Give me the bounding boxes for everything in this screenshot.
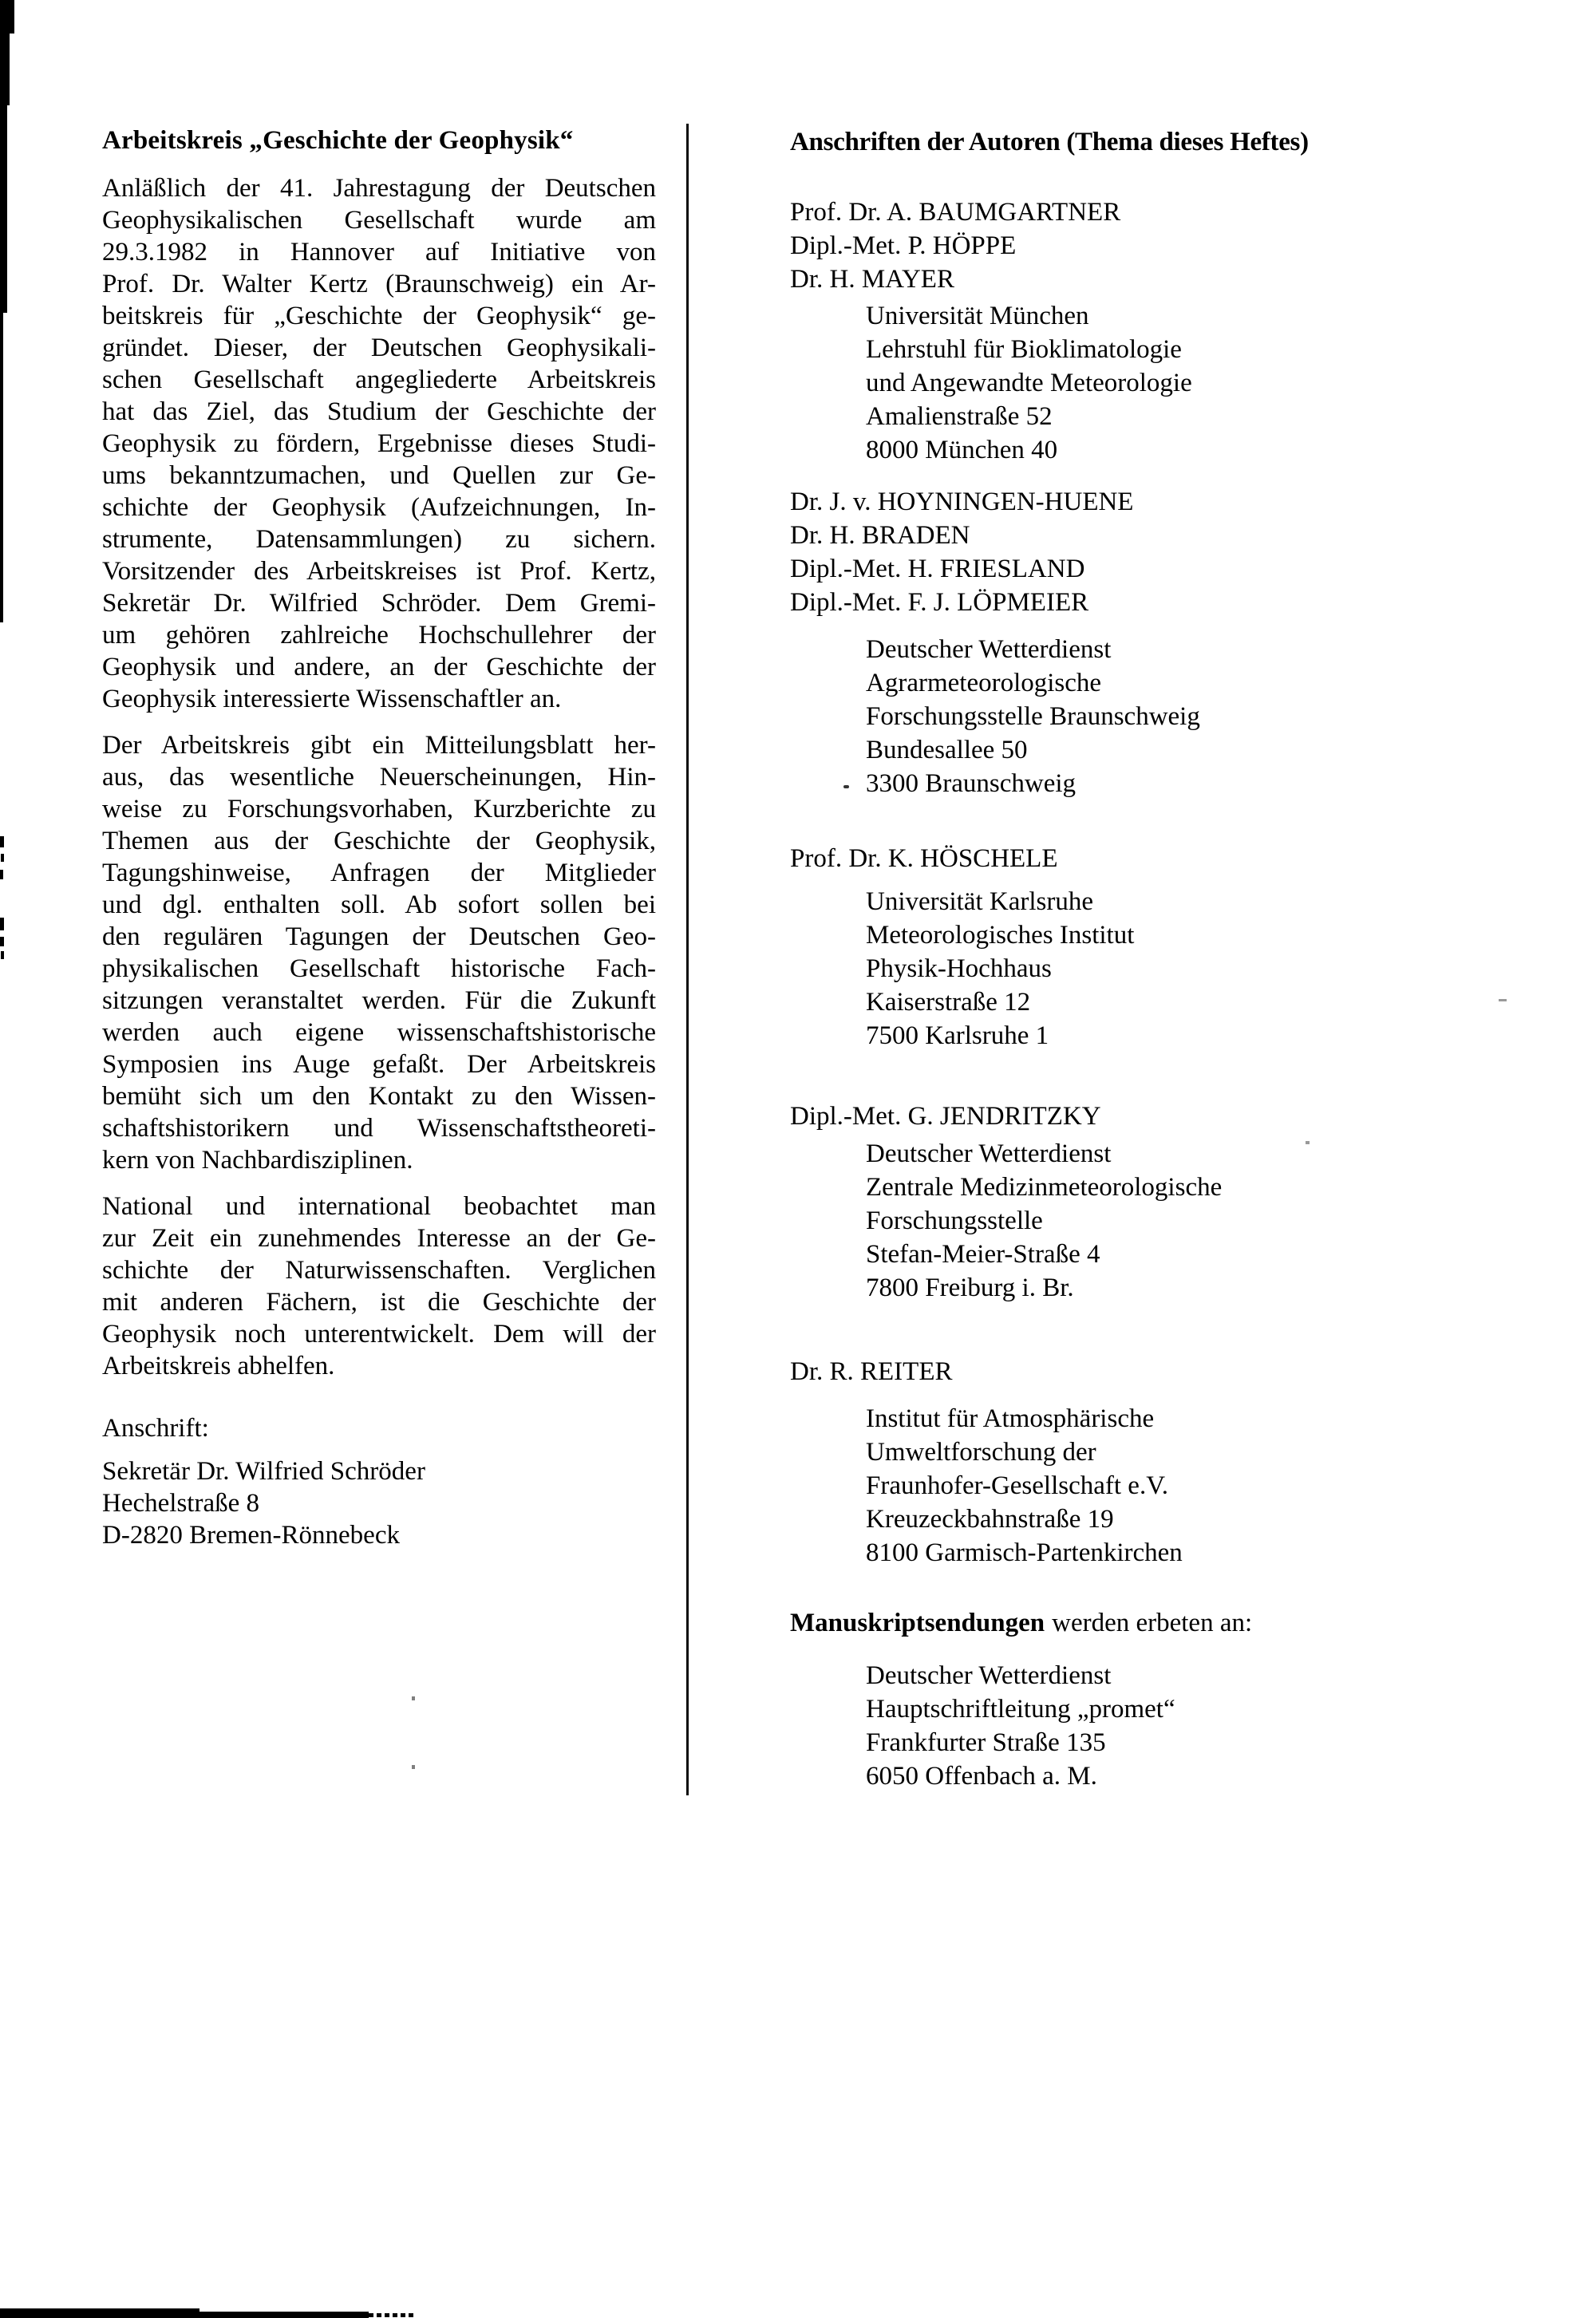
- author-address: [866, 1137, 1396, 1305]
- text-line: und Angewandte Meteorologie: [866, 369, 1192, 397]
- scan-artifact-speck: [1, 951, 4, 959]
- text-line: Kreuzeckbahnstraße 19: [866, 1505, 1114, 1534]
- text-line: Prof. Dr. Walter Kertz (Braunschweig) ein Ar-: [102, 270, 656, 298]
- text-line: National und international beobachtet man: [102, 1192, 656, 1221]
- text-line: Hauptschriftleitung „promet“: [866, 1695, 1175, 1724]
- text-line: 6050 Offenbach a. M.: [866, 1762, 1097, 1791]
- author-names: [790, 485, 1396, 619]
- text-line: Amalienstraße 52: [866, 402, 1053, 431]
- author-names: [790, 195, 1396, 296]
- text-line: 7500 Karlsruhe 1: [866, 1021, 1049, 1050]
- scan-artifact-bottom-bar: [0, 2312, 369, 2318]
- text-line: Tagungshinweise, Anfragen der Mitglieder: [102, 859, 656, 887]
- column-divider: [686, 124, 689, 1795]
- text-line: Dr. H. MAYER: [790, 265, 954, 294]
- right-column-heading: Anschriften der Autoren (Thema dieses Heftes): [790, 128, 1309, 156]
- text-line: Zentrale Medizinmeteorologische: [866, 1173, 1223, 1202]
- text-line: Physik-Hochhaus: [866, 954, 1052, 983]
- text-line: und dgl. enthalten soll. Ab sofort sollen bei: [102, 890, 656, 919]
- text-line: schaftshistorikern und Wissenschaftstheoreti-: [102, 1114, 656, 1143]
- text-line: physikalischen Gesellschaft historische Fach-: [102, 954, 656, 983]
- text-line: den regulären Tagungen der Deutschen Geo-: [102, 922, 656, 951]
- author-group-hoeschele: [790, 842, 1396, 1052]
- scan-artifact-speck: [0, 937, 4, 946]
- scan-artifact-speck: [412, 1765, 415, 1769]
- text-line: Universität Karlsruhe: [866, 887, 1093, 916]
- text-line: kern von Nachbardisziplinen.: [102, 1146, 413, 1175]
- text-line: weise zu Forschungsvorhaben, Kurzberichte zu: [102, 795, 656, 823]
- author-group-hoyningen-huene: [790, 485, 1396, 800]
- text-line: strumente, Datensammlungen) zu sichern.: [102, 525, 656, 554]
- text-line: 7800 Freiburg i. Br.: [866, 1274, 1074, 1302]
- text-line: Dipl.-Met. F. J. LÖPMEIER: [790, 588, 1089, 617]
- text-line: zur Zeit ein zunehmendes Interesse an der Ge-: [102, 1224, 656, 1253]
- text-line: 3300 Braunschweig: [866, 769, 1077, 798]
- paragraph-outlook: [102, 1191, 656, 1382]
- text-line: 8100 Garmisch-Partenkirchen: [866, 1538, 1183, 1567]
- text-line: Forschungsstelle: [866, 1206, 1043, 1235]
- text-line: Universität München: [866, 302, 1089, 330]
- text-line: Themen aus der Geschichte der Geophysik,: [102, 827, 656, 855]
- text-line: Geophysik noch unterentwickelt. Dem will der: [102, 1320, 656, 1349]
- text-line: Sekretär Dr. Wilfried Schröder. Dem Gremi-: [102, 589, 656, 618]
- left-column-heading: Arbeitskreis „Geschichte der Geophysik“: [102, 126, 574, 155]
- scan-artifact-speck: [0, 918, 4, 930]
- text-line: Hechelstraße 8: [102, 1489, 259, 1518]
- scan-artifact-speck: [412, 1696, 415, 1700]
- text-line: Agrarmeteorologische: [866, 669, 1102, 697]
- manuscript-note: [790, 1606, 1396, 1793]
- text-line: Umweltforschung der: [866, 1438, 1096, 1467]
- text-line: Geophysikalischen Gesellschaft wurde am: [102, 206, 656, 235]
- text-line: werden auch eigene wissenschaftshistorische: [102, 1018, 656, 1047]
- text-line: Deutscher Wetterdienst: [866, 635, 1112, 664]
- text-line: Frankfurter Straße 135: [866, 1728, 1106, 1757]
- manuscript-lead: [790, 1606, 1396, 1640]
- text-line: Dipl.-Met. P. HÖPPE: [790, 231, 1017, 260]
- text-line: Sekretär Dr. Wilfried Schröder: [102, 1457, 425, 1486]
- text-line: bemüht sich um den Kontakt zu den Wissen-: [102, 1082, 656, 1111]
- author-group-reiter: [790, 1355, 1396, 1570]
- author-address: [866, 1402, 1396, 1570]
- text-line: D-2820 Bremen-Rönnebeck: [102, 1521, 400, 1550]
- text-line: Der Arbeitskreis gibt ein Mitteilungsblatt her-: [102, 731, 656, 760]
- text-line: schen Gesellschaft angegliederte Arbeitskreis: [102, 365, 656, 394]
- author-names: [790, 1100, 1396, 1133]
- text-line: Deutscher Wetterdienst: [866, 1139, 1112, 1168]
- scan-artifact-speck: [1499, 999, 1507, 1001]
- text-line: Geophysik interessierte Wissenschaftler an.: [102, 685, 562, 713]
- text-line: 8000 München 40: [866, 436, 1058, 464]
- text-line: sitzungen veranstaltet werden. Für die Zukunft: [102, 986, 656, 1015]
- scan-artifact-speck: [1, 854, 4, 862]
- text-line: Forschungsstelle Braunschweig: [866, 702, 1200, 731]
- author-names: [790, 1355, 1396, 1388]
- text-line: Vorsitzender des Arbeitskreises ist Prof. Kertz,: [102, 557, 656, 586]
- text-line: ums bekanntzumachen, und Quellen zur Ge-: [102, 461, 656, 490]
- text-line: Symposien ins Auge gefaßt. Der Arbeitskreis: [102, 1050, 656, 1079]
- text-line: 29.3.1982 in Hannover auf Initiative von: [102, 238, 656, 267]
- author-address: [866, 633, 1396, 800]
- author-group-jendritzky: [790, 1100, 1396, 1305]
- text-line: Fraunhofer-Gesellschaft e.V.: [866, 1471, 1169, 1500]
- text-line: Dipl.-Met. G. JENDRITZKY: [790, 1102, 1101, 1131]
- scan-artifact-speck: [0, 870, 3, 879]
- text-line: Kaiserstraße 12: [866, 988, 1031, 1017]
- text-line: Stefan-Meier-Straße 4: [866, 1240, 1100, 1269]
- contact-label: Anschrift:: [102, 1414, 209, 1443]
- scan-artifact-left-edge: [0, 101, 7, 313]
- author-names: [790, 842, 1396, 875]
- text-line: um gehören zahlreiche Hochschullehrer der: [102, 621, 656, 650]
- manuscript-lead-rest: werden erbeten an:: [1052, 1609, 1253, 1637]
- author-address: [866, 885, 1396, 1052]
- text-line: Geophysik zu fördern, Ergebnisse dieses Studi-: [102, 429, 656, 458]
- text-line: Dr. R. REITER: [790, 1357, 953, 1386]
- text-line: gründet. Dieser, der Deutschen Geophysikali-: [102, 334, 656, 362]
- paragraph-founding: [102, 172, 656, 715]
- text-line: mit anderen Fächern, ist die Geschichte der: [102, 1288, 656, 1317]
- manuscript-address: [866, 1659, 1396, 1793]
- text-line: schichte der Geophysik (Aufzeichnungen, In-: [102, 493, 656, 522]
- contact-address: [102, 1455, 656, 1551]
- text-line: Meteorologisches Institut: [866, 921, 1135, 950]
- text-line: schichte der Naturwissenschaften. Verglichen: [102, 1256, 656, 1285]
- scan-artifact-bottom-bar: [369, 2313, 417, 2317]
- text-line: Arbeitskreis abhelfen.: [102, 1352, 335, 1380]
- text-line: Geophysik und andere, an der Geschichte der: [102, 653, 656, 681]
- paragraph-newsletter: [102, 729, 656, 1176]
- scan-artifact-left-edge: [0, 310, 3, 622]
- text-line: Prof. Dr. K. HÖSCHELE: [790, 844, 1058, 873]
- scan-artifact-speck: [0, 836, 4, 847]
- text-line: Lehrstuhl für Bioklimatologie: [866, 335, 1182, 364]
- text-line: Bundesallee 50: [866, 736, 1028, 764]
- text-line: Dr. J. v. HOYNINGEN-HUENE: [790, 488, 1134, 516]
- text-line: Anläßlich der 41. Jahrestagung der Deutschen: [102, 174, 656, 203]
- text-line: Institut für Atmosphärische: [866, 1404, 1155, 1433]
- left-column: [102, 124, 656, 1551]
- text-line: beitskreis für „Geschichte der Geophysik“ ge-: [102, 302, 656, 330]
- text-line: aus, das wesentliche Neuerscheinungen, Hin-: [102, 763, 656, 792]
- text-line: Dr. H. BRADEN: [790, 521, 970, 550]
- text-line: hat das Ziel, das Studium der Geschichte der: [102, 397, 656, 426]
- author-group-baumgartner: [790, 195, 1396, 467]
- scan-artifact-top-left: [0, 0, 10, 105]
- text-line: Dipl.-Met. H. FRIESLAND: [790, 555, 1085, 583]
- text-line: Deutscher Wetterdienst: [866, 1661, 1112, 1690]
- author-address: [866, 299, 1396, 467]
- manuscript-lead-bold: Manuskriptsendungen: [790, 1609, 1045, 1637]
- text-line: Prof. Dr. A. BAUMGARTNER: [790, 198, 1121, 227]
